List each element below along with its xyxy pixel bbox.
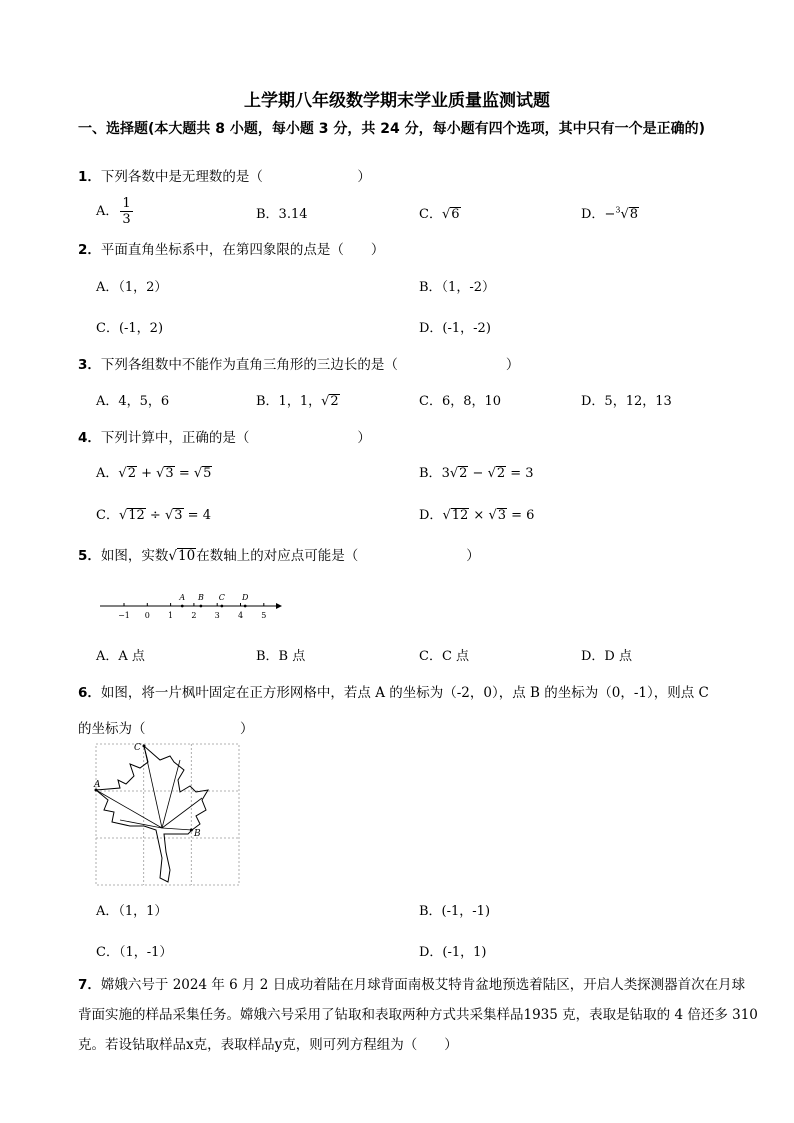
q6-option-b: B．(-1，-1) <box>419 904 491 919</box>
question-4: 4．下列计算中，正确的是（ ） <box>78 430 371 446</box>
question-6-line-1: 6．如图，将一片枫叶固定在正方形网格中，若点 A 的坐标为（-2，0），点 B 的坐标为（0，-1），则点 C <box>78 685 709 701</box>
q1-option-c: C．√6 <box>419 207 460 222</box>
tick-label: 5 <box>261 611 267 620</box>
q2-option-a: A．（1，2） <box>96 280 168 295</box>
point-b <box>190 829 193 832</box>
q5-option-d: D．D 点 <box>581 649 632 664</box>
label-b: B <box>194 829 201 839</box>
question-1: 1．下列各数中是无理数的是（ ） <box>78 169 371 185</box>
axis-point <box>244 605 247 608</box>
section-heading: 一、选择题(本大题共 8 小题，每小题 3 分，共 24 分，每小题有四个选项，其中只有一个是正确的) <box>78 121 706 137</box>
q3-option-a: A．4，5，6 <box>96 394 170 409</box>
tick-label: 0 <box>144 611 150 620</box>
axis-point <box>181 605 184 608</box>
axis-point <box>220 605 223 608</box>
tick-label: 4 <box>237 611 244 620</box>
label-a: A <box>94 780 101 790</box>
question-3: 3．下列各组数中不能作为直角三角形的三边长的是（ ） <box>78 357 520 373</box>
point-label: B <box>197 593 204 602</box>
axis-arrow <box>276 603 282 609</box>
q3-option-d: D．5，12，13 <box>581 394 672 409</box>
maple-leaf-grid-figure <box>90 740 244 890</box>
q4-option-d: D．√12 × √3 = 6 <box>419 508 535 523</box>
q5-option-c: C．C 点 <box>419 649 470 664</box>
q4-option-b: B．3√2 − √2 = 3 <box>419 466 534 481</box>
point-label: A <box>179 593 186 602</box>
q2-option-d: D．(-1，-2) <box>419 321 491 336</box>
question-2: 2．平面直角坐标系中，在第四象限的点是（ ） <box>78 242 385 258</box>
tick-label: −1 <box>118 611 130 620</box>
q4-option-c: C．√12 ÷ √3 = 4 <box>96 508 211 523</box>
number-line-figure <box>96 588 286 624</box>
q6-option-d: D．(-1，1) <box>419 945 487 960</box>
page-title: 上学期八年级数学期末学业质量监测试题 <box>244 91 550 111</box>
axis-point <box>199 605 202 608</box>
q6-option-c: C．（1，-1） <box>96 945 173 960</box>
tick-label: 1 <box>168 611 174 620</box>
q1-option-d: D．−$^3$√8 <box>581 205 639 222</box>
question-6-line-2: 的坐标为（ ） <box>78 721 254 737</box>
q1-option-b: B．3.14 <box>256 207 308 222</box>
q1-option-a: A． $\frac{1}{3}$ <box>96 196 131 227</box>
point-c <box>143 745 146 748</box>
q2-option-b: B．（1，-2） <box>419 280 495 295</box>
square-grid <box>96 744 239 885</box>
q3-option-c: C．6，8，10 <box>419 394 502 409</box>
question-5: 5．如图，实数√10在数轴上的对应点可能是（ ） <box>78 548 480 564</box>
q5-option-b: B．B 点 <box>256 649 306 664</box>
q2-option-c: C．(-1，2) <box>96 321 164 336</box>
q4-option-a: A．√2 + √3 = √5 <box>96 466 212 481</box>
fraction: $\frac{1}{3}$ <box>122 196 131 227</box>
tick-label: 2 <box>191 611 197 620</box>
q6-option-a: A．（1，1） <box>96 904 168 919</box>
tick-label: 3 <box>214 611 220 620</box>
point-label: D <box>241 593 249 602</box>
label-c: C <box>134 743 141 753</box>
q5-option-a: A．A 点 <box>96 649 145 664</box>
question-7: 7．嫦娥六号于 2024 年 6 月 2 日成功着陆在月球背面南极艾特肯盆地预选着陆区，开启人类探测器首次在月球背面实施的样品采集任务。嫦娥六号采用了钻取和表取两种方式共采集样品1935 克，表取是钻取的 4 倍还多 310 克。若设钻取样品x克，表取样品y克，则可列方程组为（ ） <box>78 977 758 1053</box>
point-label: C <box>218 593 225 602</box>
q3-option-b: B．1，1，√2 <box>256 394 339 409</box>
